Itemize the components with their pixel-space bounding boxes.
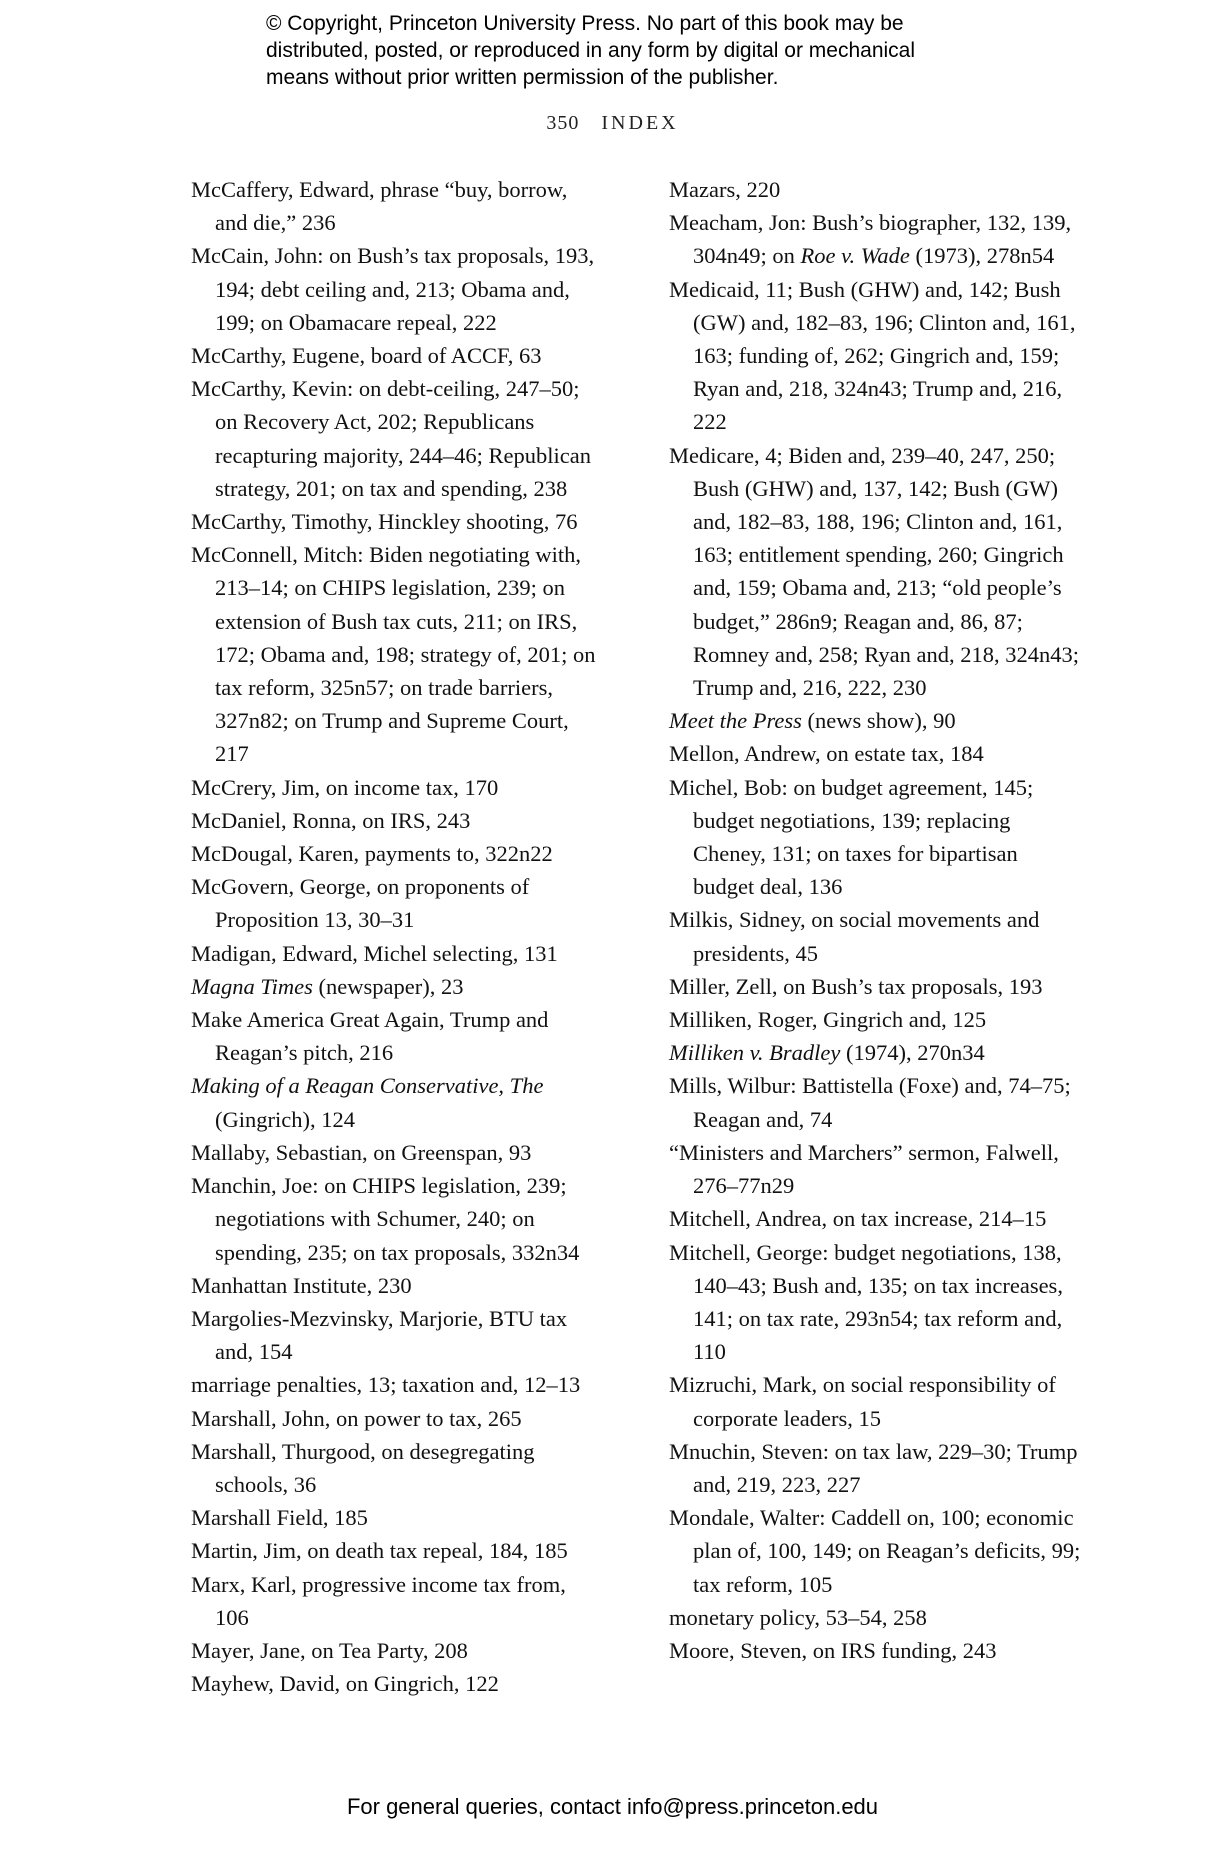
index-entry [191,339,603,372]
index-entry [669,273,1081,439]
index-entry [669,1501,1081,1601]
index-entry-text: Marshall, Thurgood, on desegregating schools, 36 [191,1438,535,1497]
index-entry [191,804,603,837]
index-entry [669,704,1081,737]
index-entry [191,1435,603,1501]
index-entry [191,970,603,1003]
index-entry [669,173,1081,206]
index-entry-italic: Magna Times [191,973,313,999]
index-entry-italic: Making of a Reagan Conservative, The [191,1073,544,1099]
index-entry [191,239,603,339]
index-entry [191,1501,603,1534]
index-entry-text: Marshall, John, on power to tax, 265 [191,1405,522,1431]
index-entry-text: Mitchell, George: budget negotiations, 138, 140–43; Bush and, 135; on tax increases, 141; on tax rate, 293n54; tax reform and, 110 [669,1239,1063,1365]
index-entry-text: Mellon, Andrew, on estate tax, 184 [669,741,984,767]
index-entry-text: (newspaper), 23 [312,973,464,999]
index-entry-text: Madigan, Edward, Michel selecting, 131 [191,940,558,966]
index-entry [669,1368,1081,1434]
index-entry [191,771,603,804]
section-title: INDEX [601,112,679,134]
copyright-line-2: distributed, posted, or reproduced in any form by digital or mechanical [266,39,916,62]
index-entry [669,737,1081,770]
index-entry-text: Mazars, 220 [669,177,781,202]
index-entry-text: Mizruchi, Mark, on social responsibility of corporate leaders, 15 [669,1372,1056,1431]
index-entry [669,1036,1081,1069]
index-entry [191,1269,603,1302]
index-entry-text: Moore, Steven, on IRS funding, 243 [669,1637,997,1663]
index-entry [191,1368,603,1401]
index-entry-text: Marx, Karl, progressive income tax from, 106 [191,1571,566,1630]
index-entry [191,505,603,538]
index-entry [191,173,603,239]
copyright-line-3: means without prior written permission of the publisher. [266,66,779,89]
index-entry-text: Milkis, Sidney, on social movements and presidents, 45 [669,907,1040,966]
index-entry-text: Milliken, Roger, Gingrich and, 125 [669,1007,987,1033]
index-columns [191,173,1081,1700]
index-entry [669,1435,1081,1501]
index-entry-text: Manchin, Joe: on CHIPS legislation, 239; negotiations with Schumer, 240; on spending, 235; on tax proposals, 332n34 [191,1173,580,1265]
index-entry [669,206,1081,272]
index-entry [191,1667,603,1700]
index-entry-text: McConnell, Mitch: Biden negotiating with, 213–14; on CHIPS legislation, 239; on extension of Bush tax cuts, 211; on IRS, 172; Obama and, 198; strategy of, 201; on tax reform, 325n57; on trade barriers, 327n82; on Trump and Supreme Court, 217 [191,542,596,767]
index-column-left [191,173,603,1700]
index-entry [191,1634,603,1667]
index-entry-text: McCain, John: on Bush’s tax proposals, 193, 194; debt ceiling and, 213; Obama and, 199; on Obamacare repeal, 222 [191,243,595,335]
index-entry-text: Margolies-Mezvinsky, Marjorie, BTU tax and, 154 [191,1305,568,1365]
index-entry-text: Marshall Field, 185 [191,1505,368,1531]
index-entry-italic: Meet the Press [669,708,802,734]
index-entry [669,1202,1081,1235]
index-entry [669,771,1081,904]
index-entry [669,1236,1081,1369]
index-entry-text: (news show), 90 [801,708,956,734]
index-entry [669,903,1081,969]
index-entry-text: Mayer, Jane, on Tea Party, 208 [191,1637,468,1663]
index-entry-text: (1974), 270n34 [840,1040,985,1066]
index-entry [191,870,603,936]
index-entry-text: McDougal, Karen, payments to, 322n22 [191,841,553,867]
index-entry-text: Mayhew, David, on Gingrich, 122 [191,1671,499,1697]
index-entry [191,538,603,770]
index-entry-text: Miller, Zell, on Bush’s tax proposals, 193 [669,973,1043,999]
index-entry-text: Mitchell, Andrea, on tax increase, 214–15 [669,1206,1047,1232]
index-entry-text: Mondale, Walter: Caddell on, 100; economic plan of, 100, 149; on Reagan’s deficits, 99; tax reform, 105 [669,1505,1081,1597]
index-entry-text: Mnuchin, Steven: on tax law, 229–30; Trump and, 219, 223, 227 [669,1438,1078,1497]
index-entry [191,937,603,970]
index-entry-text: McCarthy, Timothy, Hinckley shooting, 76 [191,509,578,535]
copyright-line-1: © Copyright, Princeton University Press. No part of this book may be [266,12,904,35]
index-entry-text: McDaniel, Ronna, on IRS, 243 [191,807,471,833]
index-entry [191,1069,603,1135]
index-entry [191,372,603,505]
index-entry [191,1568,603,1634]
footer-contact: For general queries, contact info@press.princeton.edu [346,1794,879,1819]
index-entry-text: McCarthy, Kevin: on debt-ceiling, 247–50; on Recovery Act, 202; Republicans recapturing majority, 244–46; Republican strategy, 201; on tax and spending, 238 [191,376,591,501]
copyright-notice [266,10,1026,91]
index-entry-text: (1973), 278n54 [909,243,1055,269]
index-entry-text: McGovern, George, on proponents of Proposition 13, 30–31 [191,874,530,933]
index-column-right [669,173,1081,1700]
index-entry-text: monetary policy, 53–54, 258 [669,1604,927,1630]
index-entry [669,1003,1081,1036]
index-entry-text: (Gingrich), 124 [215,1106,355,1132]
index-entry [191,1169,603,1269]
index-entry [669,1069,1081,1135]
index-entry-text: Meacham, Jon: Bush’s biographer, 132, 139, 304n49; on [669,210,1072,269]
index-entry [669,1601,1081,1634]
index-entry [191,1534,603,1567]
index-entry [669,439,1081,705]
index-entry-text: Medicare, 4; Biden and, 239–40, 247, 250; Bush (GHW) and, 137, 142; Bush (GW) and, 182–83, 188, 196; Clinton and, 161, 163; entitlement spending, 260; Gingrich and, 159; Obama and, 213; “old people’s budget,” 286n9; Reagan and, 86, 87; Romney and, 258; Ryan and, 218, 324n43; Trump and, 216, 222, 230 [669,442,1079,701]
index-entry [669,1634,1081,1667]
index-entry-text: Medicaid, 11; Bush (GHW) and, 142; Bush (GW) and, 182–83, 196; Clinton and, 161, 163; funding of, 262; Gingrich and, 159; Ryan and, 218, 324n43; Trump and, 216, 222 [669,276,1076,435]
index-entry-text: Make America Great Again, Trump and Reagan’s pitch, 216 [191,1007,549,1066]
index-entry-text: McCarthy, Eugene, board of ACCF, 63 [191,343,542,369]
index-entry-text: McCaffery, Edward, phrase “buy, borrow, and die,” 236 [191,177,568,236]
running-header [0,112,1225,135]
index-entry-text: Michel, Bob: on budget agreement, 145; budget negotiations, 139; replacing Cheney, 131; on taxes for bipartisan budget deal, 136 [669,774,1034,900]
index-entry [191,837,603,870]
index-entry [191,1003,603,1069]
index-entry [191,1136,603,1169]
index-entry [669,1136,1081,1202]
index-entry-text: McCrery, Jim, on income tax, 170 [191,774,499,800]
index-entry [669,970,1081,1003]
page-number: 350 [546,112,580,134]
index-entry-text: Mallaby, Sebastian, on Greenspan, 93 [191,1139,532,1165]
index-entry-text: Martin, Jim, on death tax repeal, 184, 185 [191,1538,568,1564]
index-entry [191,1302,603,1368]
index-entry-text: Mills, Wilbur: Battistella (Foxe) and, 74–75; Reagan and, 74 [669,1073,1071,1132]
index-entry-italic: Roe v. Wade [800,243,910,269]
index-entry-text: “Ministers and Marchers” sermon, Falwell, 276–77n29 [669,1139,1059,1199]
index-entry [191,1402,603,1435]
index-entry-text: marriage penalties, 13; taxation and, 12–13 [191,1372,581,1398]
index-entry-text: Manhattan Institute, 230 [191,1272,412,1298]
index-entry-italic: Milliken v. Bradley [669,1040,841,1066]
